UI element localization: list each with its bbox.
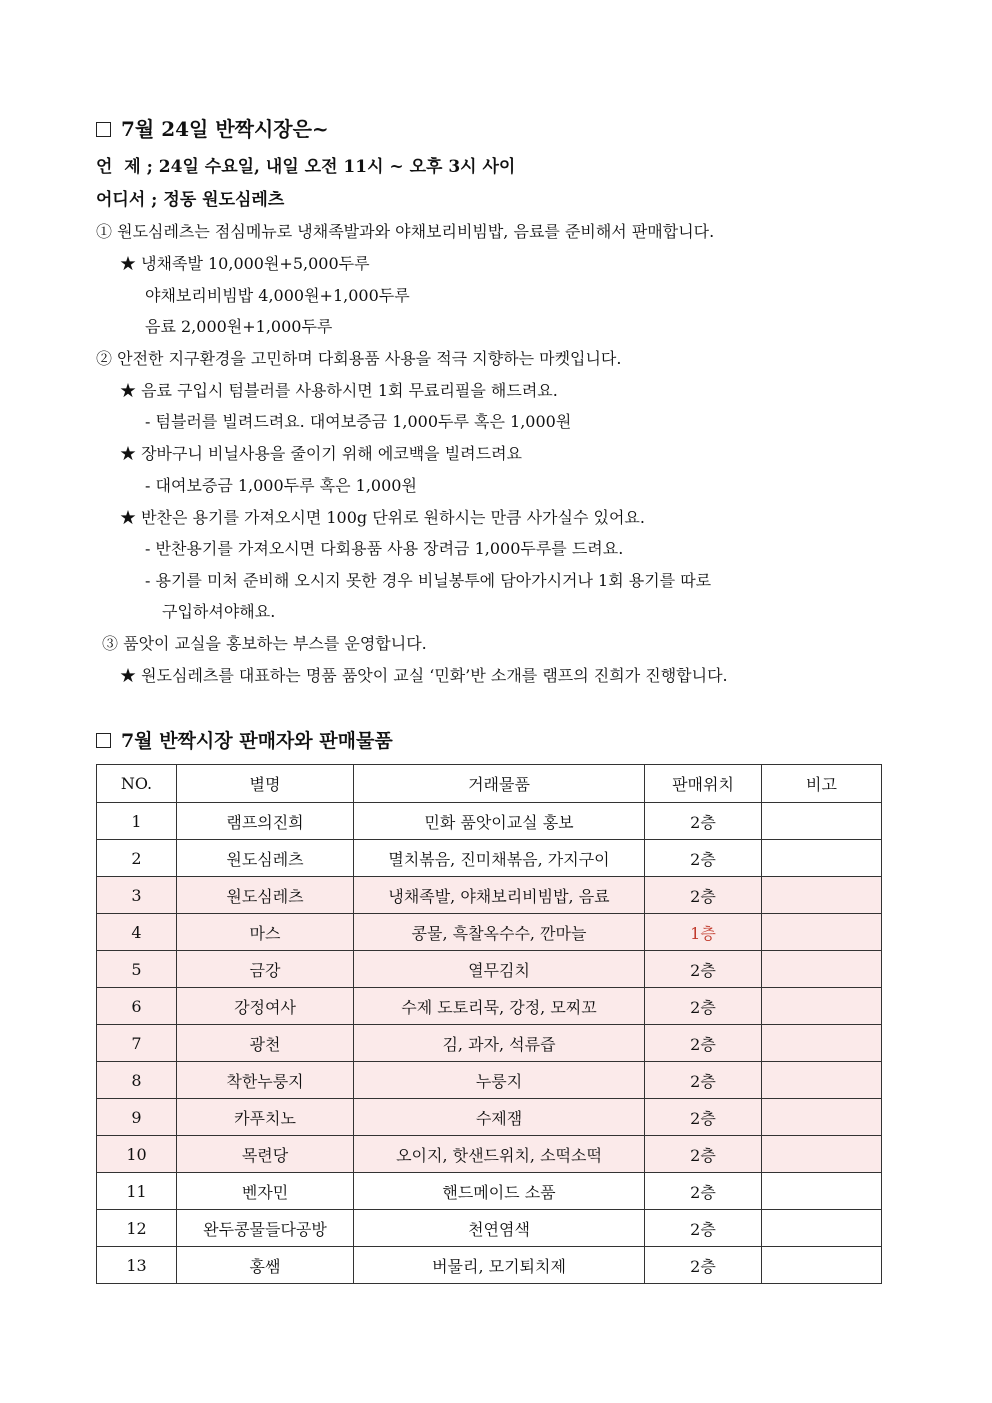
- cell-note: [762, 1173, 882, 1210]
- cell-location: 2층: [645, 1025, 762, 1062]
- cell-note: [762, 1136, 882, 1173]
- item2-marker: ②: [96, 349, 113, 368]
- where-label: 어디서 ;: [96, 190, 158, 210]
- cell-no: 1: [97, 803, 177, 840]
- cell-location: 2층: [645, 877, 762, 914]
- cell-no: 11: [97, 1173, 177, 1210]
- where-line: [96, 190, 284, 210]
- table-row: [97, 877, 882, 914]
- cell-note: [762, 1062, 882, 1099]
- item1: [96, 222, 714, 242]
- cell-name: 원도심레츠: [177, 877, 354, 914]
- section1-title: 7월 24일 반짝시장은~: [121, 117, 329, 141]
- cell-location: 2층: [645, 1099, 762, 1136]
- item2-text: 안전한 지구환경을 고민하며 다회용품 사용을 적극 지향하는 마켓입니다.: [117, 349, 622, 368]
- table-row: [97, 951, 882, 988]
- section2-heading: [96, 729, 393, 753]
- table-row: [97, 1025, 882, 1062]
- cell-location: 2층: [645, 1062, 762, 1099]
- cell-no: 6: [97, 988, 177, 1025]
- cell-note: [762, 1025, 882, 1062]
- item3-line-0: ★ 원도심레츠를 대표하는 명품 품앗이 교실 ‘민화’반 소개를 램프의 진희가 진행합니다.: [120, 666, 728, 685]
- table-row: [97, 1173, 882, 1210]
- cell-goods: 천연염색: [354, 1210, 645, 1247]
- cell-goods: 수제 도토리묵, 강정, 모찌꼬: [354, 988, 645, 1025]
- checkbox-icon: [96, 122, 111, 137]
- checkbox-icon: [96, 733, 111, 748]
- section1-heading: [96, 117, 329, 141]
- table-row: [97, 914, 882, 951]
- item2-line-1: - 텀블러를 빌려드려요. 대여보증금 1,000두루 혹은 1,000원: [145, 412, 572, 431]
- item3-marker: ③: [102, 634, 119, 653]
- cell-goods: 민화 품앗이교실 홍보: [354, 803, 645, 840]
- cell-no: 5: [97, 951, 177, 988]
- item1-text: 원도심레츠는 점심메뉴로 냉채족발과와 야채보리비빔밥, 음료를 준비해서 판매합니다.: [117, 222, 715, 241]
- table-row: [97, 1247, 882, 1284]
- cell-no: 2: [97, 840, 177, 877]
- table-row: [97, 803, 882, 840]
- cell-note: [762, 1247, 882, 1284]
- table-row: [97, 988, 882, 1025]
- cell-name: 착한누룽지: [177, 1062, 354, 1099]
- cell-no: 10: [97, 1136, 177, 1173]
- table-row: [97, 1210, 882, 1247]
- cell-goods: 수제잼: [354, 1099, 645, 1136]
- cell-no: 13: [97, 1247, 177, 1284]
- item1-bullet-0: ★ 냉채족발 10,000원+5,000두루: [120, 254, 370, 273]
- item1-bullet-2: 음료 2,000원+1,000두루: [145, 317, 333, 336]
- cell-location: 2층: [645, 1136, 762, 1173]
- cell-no: 4: [97, 914, 177, 951]
- item1-bullet-1: 야채보리비빔밥 4,000원+1,000두루: [145, 286, 410, 305]
- cell-name: 목련당: [177, 1136, 354, 1173]
- cell-location: 2층: [645, 1173, 762, 1210]
- table-header-row: [97, 765, 882, 803]
- cell-no: 9: [97, 1099, 177, 1136]
- item3: [102, 634, 427, 654]
- cell-location: 1층: [645, 914, 762, 951]
- when-line: [96, 157, 515, 177]
- cell-name: 램프의진희: [177, 803, 354, 840]
- cell-goods: 누룽지: [354, 1062, 645, 1099]
- item2-line-3: - 대여보증금 1,000두루 혹은 1,000원: [145, 476, 417, 495]
- cell-no: 7: [97, 1025, 177, 1062]
- cell-location: 2층: [645, 988, 762, 1025]
- cell-name: 광천: [177, 1025, 354, 1062]
- col-header-name: 별명: [177, 765, 354, 803]
- cell-goods: 오이지, 핫샌드위치, 소떡소떡: [354, 1136, 645, 1173]
- col-header-note: 비고: [762, 765, 882, 803]
- cell-name: 홍쌤: [177, 1247, 354, 1284]
- item2-line-4: ★ 반찬은 용기를 가져오시면 100g 단위로 원하시는 만큼 사가실수 있어요.: [120, 508, 645, 527]
- item3-text: 품앗이 교실을 홍보하는 부스를 운영합니다.: [123, 634, 427, 653]
- table-row: [97, 840, 882, 877]
- table-row: [97, 1062, 882, 1099]
- when-value: 24일 수요일, 내일 오전 11시 ~ 오후 3시 사이: [158, 157, 516, 177]
- table-row: [97, 1136, 882, 1173]
- cell-name: 원도심레츠: [177, 840, 354, 877]
- cell-goods: 열무김치: [354, 951, 645, 988]
- col-header-goods: 거래물품: [354, 765, 645, 803]
- cell-location: 2층: [645, 1210, 762, 1247]
- cell-location: 2층: [645, 1247, 762, 1284]
- item1-marker: ①: [96, 222, 113, 241]
- cell-no: 12: [97, 1210, 177, 1247]
- cell-goods: 멸치볶음, 진미채볶음, 가지구이: [354, 840, 645, 877]
- cell-name: 벤자민: [177, 1173, 354, 1210]
- sellers-table: [96, 764, 882, 1284]
- cell-note: [762, 877, 882, 914]
- cell-location: 2층: [645, 803, 762, 840]
- cell-name: 마스: [177, 914, 354, 951]
- item2-line-2: ★ 장바구니 비닐사용을 줄이기 위해 에코백을 빌려드려요: [120, 444, 523, 463]
- cell-note: [762, 988, 882, 1025]
- table-row: [97, 1099, 882, 1136]
- item2-line-7: 구입하셔야해요.: [162, 602, 276, 621]
- cell-note: [762, 914, 882, 951]
- cell-location: 2층: [645, 840, 762, 877]
- cell-no: 3: [97, 877, 177, 914]
- cell-note: [762, 951, 882, 988]
- cell-note: [762, 840, 882, 877]
- item2-line-0: ★ 음료 구입시 텀블러를 사용하시면 1회 무료리필을 해드려요.: [120, 381, 558, 400]
- cell-goods: 냉채족발, 야채보리비빔밥, 음료: [354, 877, 645, 914]
- cell-note: [762, 1210, 882, 1247]
- section2-title: 7월 반짝시장 판매자와 판매물품: [121, 730, 393, 752]
- cell-name: 금강: [177, 951, 354, 988]
- item2: [96, 349, 621, 369]
- cell-name: 강정여사: [177, 988, 354, 1025]
- where-value: 정동 원도심레츠: [163, 190, 285, 210]
- col-header-no: NO.: [97, 765, 177, 803]
- item2-line-5: - 반찬용기를 가져오시면 다회용품 사용 장려금 1,000두루를 드려요.: [145, 539, 624, 558]
- cell-goods: 콩물, 흑찰옥수수, 깐마늘: [354, 914, 645, 951]
- cell-name: 완두콩물들다공방: [177, 1210, 354, 1247]
- cell-note: [762, 803, 882, 840]
- cell-goods: 핸드메이드 소품: [354, 1173, 645, 1210]
- cell-goods: 김, 과자, 석류즙: [354, 1025, 645, 1062]
- cell-name: 카푸치노: [177, 1099, 354, 1136]
- item2-line-6: - 용기를 미처 준비해 오시지 못한 경우 비닐봉투에 담아가시거나 1회 용기를 따로: [145, 571, 712, 590]
- when-label: 언 제 ;: [96, 157, 153, 177]
- cell-note: [762, 1099, 882, 1136]
- col-header-location: 판매위치: [645, 765, 762, 803]
- cell-goods: 버물리, 모기퇴치제: [354, 1247, 645, 1284]
- cell-no: 8: [97, 1062, 177, 1099]
- cell-location: 2층: [645, 951, 762, 988]
